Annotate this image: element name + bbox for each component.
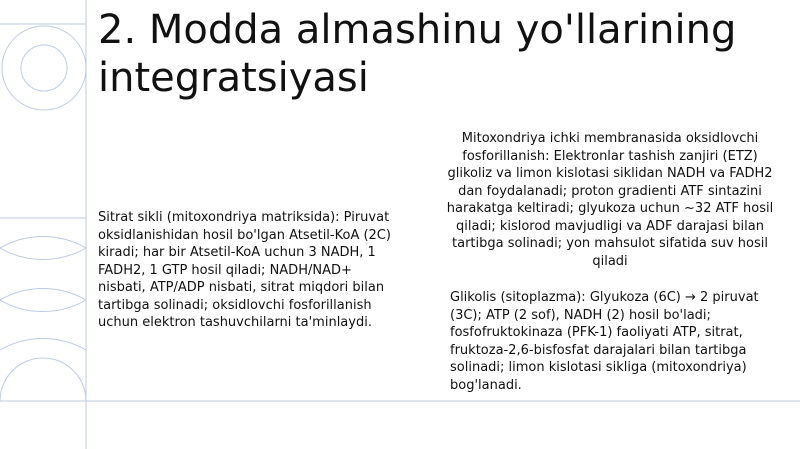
inner-circle [21,45,67,91]
oxidative-phosphorylation-text: Mitoxondriya ichki membranasida oksidlovchi fosforillanish: Elektronlar tashish zanjiri (ETZ) glikoliz va limon kislotasi siklidan NADH va FADH2 dan foydalanadi; proton gradienti ATF sintazini harakatga keltiradi; glyukoza uchun ~32 ATF hosil qiladi; kislorod mavjudligi va ADF darajasi bilan tartibga solinadi; yon mahsulot sifatida suv hosil qiladi [446,131,774,269]
lower-arc-b [0,300,86,312]
base-arc [0,358,86,401]
top-arc [0,236,86,248]
slide-title: 2. Modda almashinu yo'llarining integratsiyasi [98,7,737,101]
middle-arc [0,288,86,300]
citric-acid-cycle-text: Sitrat sikli (mitoxondriya matriksida): Piruvat oksidlanishidan hosil bo'lgan Atsetil-KoA (2C) kiradi; har bir Atsetil-KoA uchun 3 NADH, 1 FADH2, 1 GTP hosil qiladi; NADH/NAD+ nisbati, ATP/ADP nisbati, sitrat miqdori bilan tartibga solinadi; oksidlovchi fosforillanish uchun elektron tashuvchilarni ta'minlaydi. [98,210,391,330]
outer-circle [2,26,86,110]
glycolysis-text: Glikolis (sitoplazma): Glyukoza (6C) → 2 piruvat (3C); ATP (2 sof), NADH (2) hosil bo'ladi; fosfofruktokinaza (PFK-1) faoliyati ATP, sitrat, fruktoza-2,6-bisfosfat darajalari bilan tartibga solinadi; limon kislotasi sikliga (mitoxondriya) bog'lanadi. [450,290,759,393]
lower-arc-a [0,248,86,260]
bottom-arc [0,338,86,350]
